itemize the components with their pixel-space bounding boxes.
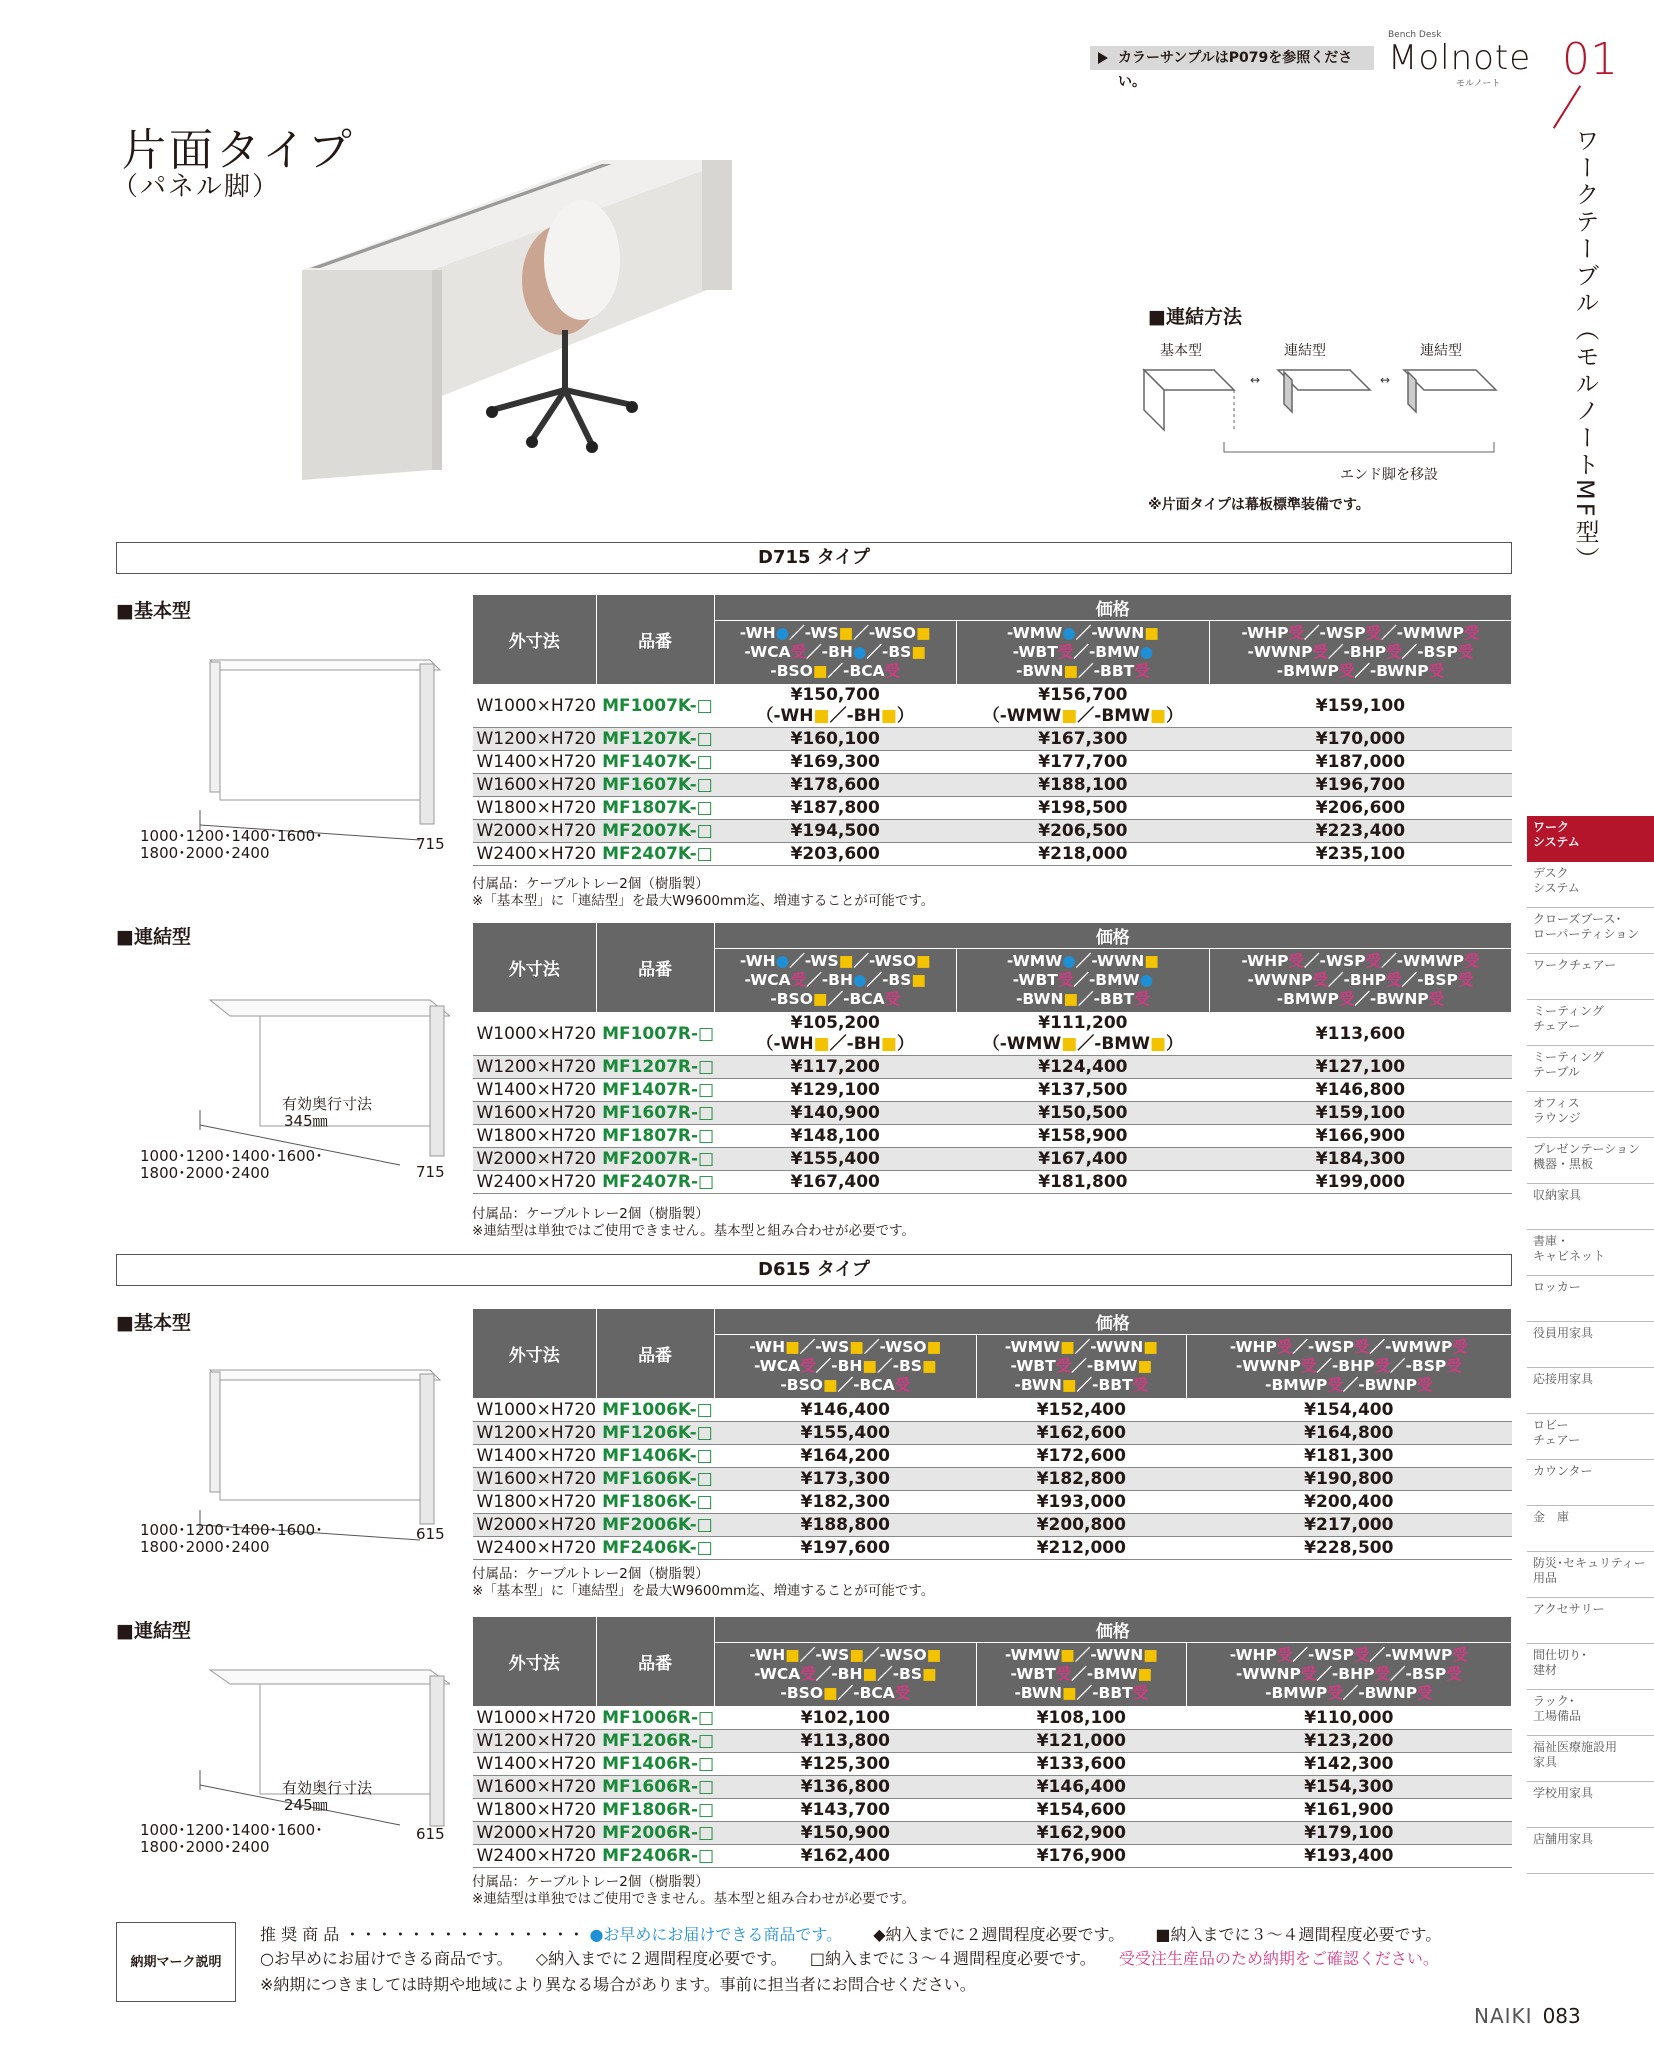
- cell-part-number: MF1206R-□: [596, 1730, 714, 1753]
- cell-price-1: ¥146,400: [714, 1399, 976, 1422]
- sidenav-item[interactable]: 書庫・ キャビネット: [1527, 1230, 1654, 1276]
- table-row: [473, 1730, 1512, 1753]
- cell-price-2: ¥172,600: [977, 1445, 1187, 1468]
- cell-part-number: MF1407R-□: [596, 1079, 714, 1102]
- th-dim: 外寸法: [473, 1617, 597, 1707]
- cell-dim: W1000×H720: [473, 1707, 597, 1730]
- table-row: [473, 1148, 1512, 1171]
- cell-price-3: ¥181,300: [1186, 1445, 1511, 1468]
- cell-price-2: ¥198,500: [956, 797, 1209, 820]
- th-dim: 外寸法: [473, 923, 597, 1013]
- cell-price-3: ¥187,000: [1209, 751, 1511, 774]
- price-table-d615-linked: [472, 1616, 1512, 1868]
- cell-price-3: ¥179,100: [1186, 1822, 1511, 1845]
- cell-price-3: ¥190,800: [1186, 1468, 1511, 1491]
- dim-w-t2: [140, 1148, 323, 1182]
- th-color-col-1: -WH■／-WS■／-WSO■ -WCA受／-BH■／-BS■ -BSO■／-BCA受: [714, 1643, 976, 1707]
- page-subtitle: （パネル脚）: [112, 172, 281, 202]
- cell-part-number: MF1406K-□: [596, 1445, 714, 1468]
- conn-label-basic: 基本型: [1160, 343, 1202, 359]
- cell-price-2: ¥176,900: [977, 1845, 1187, 1868]
- cell-price-2: ¥124,400: [956, 1056, 1209, 1079]
- hero-desk-image: [292, 150, 752, 490]
- cell-dim: W1200×H720: [473, 728, 597, 751]
- legend-row-2: [260, 1946, 1439, 1969]
- sidenav-item[interactable]: ミーティング チェアー: [1527, 1000, 1654, 1046]
- table-row: [473, 774, 1512, 797]
- table-row: [473, 1799, 1512, 1822]
- brand-logo: [1388, 30, 1531, 89]
- cell-dim: W2400×H720: [473, 1845, 597, 1868]
- cell-price-3: ¥228,500: [1186, 1537, 1511, 1560]
- cell-price-1: ¥182,300: [714, 1491, 976, 1514]
- dim-d-t1: 715: [416, 835, 445, 853]
- legend-open-diamond: ◇納入までに２週間程度必要です。: [535, 1949, 787, 1968]
- cell-price-1: ¥188,800: [714, 1514, 976, 1537]
- cell-part-number: MF1807K-□: [596, 797, 714, 820]
- cell-price-1: ¥148,100: [714, 1125, 956, 1148]
- cell-price-1: ¥150,700 （-WH■／-BH■）: [714, 685, 956, 728]
- cell-price-3: ¥142,300: [1186, 1753, 1511, 1776]
- cell-dim: W2000×H720: [473, 1514, 597, 1537]
- th-color-col-1: -WH●／-WS■／-WSO■ -WCA受／-BH●／-BS■ -BSO■／-BCA受: [714, 949, 956, 1013]
- cell-price-1: ¥164,200: [714, 1445, 976, 1468]
- footer-brand: NAIKI: [1474, 2004, 1533, 2028]
- legend-row-3: ※納期につきましては時期や地域により異なる場合があります。事前に担当者にお問合せください。: [260, 1975, 976, 1994]
- cell-part-number: MF1407K-□: [596, 751, 714, 774]
- cell-dim: W1600×H720: [473, 1102, 597, 1125]
- cell-dim: W1400×H720: [473, 751, 597, 774]
- color-sample-note: カラーサンプルはP079を参照ください。: [1090, 46, 1374, 70]
- legend-label: 納期マーク説明: [116, 1922, 236, 2002]
- cell-price-1: ¥187,800: [714, 797, 956, 820]
- cell-price-2: ¥167,400: [956, 1148, 1209, 1171]
- note-line-1: 付属品：ケーブルトレー2個（樹脂製）: [472, 1206, 709, 1222]
- svg-text:↔: ↔: [1380, 373, 1391, 387]
- th-pn: 品番: [596, 595, 714, 685]
- cell-part-number: MF1207R-□: [596, 1056, 714, 1079]
- cell-price-1: ¥129,100: [714, 1079, 956, 1102]
- cell-price-2: ¥162,600: [977, 1422, 1187, 1445]
- cell-price-2: ¥137,500: [956, 1079, 1209, 1102]
- cell-price-1: ¥197,600: [714, 1537, 976, 1560]
- table-row: [473, 1013, 1512, 1056]
- th-price: 価格: [714, 595, 1511, 621]
- th-color-col-3: -WHP受／-WSP受／-WMWP受 -WWNP受／-BHP受／-BSP受 -BMWP受／-BWNP受: [1186, 1335, 1511, 1399]
- cell-price-1: ¥136,800: [714, 1776, 976, 1799]
- table-row: [473, 1102, 1512, 1125]
- chapter-slash: [1553, 85, 1581, 128]
- cell-price-3: ¥146,800: [1209, 1079, 1511, 1102]
- sidenav-item[interactable]: ワークチェアー: [1527, 954, 1654, 1000]
- th-pn: 品番: [596, 1309, 714, 1399]
- table-row: [473, 797, 1512, 820]
- th-pn: 品番: [596, 923, 714, 1013]
- cell-price-1: ¥143,700: [714, 1799, 976, 1822]
- table-row: [473, 1753, 1512, 1776]
- connection-note: ※片面タイプは幕板標準装備です。: [1148, 497, 1370, 513]
- table-row: [473, 1445, 1512, 1468]
- dim-w-line2: 1800･2000･2400: [140, 844, 270, 862]
- cell-dim: W1800×H720: [473, 797, 597, 820]
- dim-w-line1: 1000･1200･1400･1600･: [140, 1521, 323, 1539]
- dim-w-line1: 1000･1200･1400･1600･: [140, 827, 323, 845]
- note-line-1: 付属品：ケーブルトレー2個（樹脂製）: [472, 1566, 709, 1582]
- sidenav-item[interactable]: 応接用家具: [1527, 1368, 1654, 1414]
- sidenav-item[interactable]: ミーティング テーブル: [1527, 1046, 1654, 1092]
- cell-part-number: MF2406R-□: [596, 1845, 714, 1868]
- legend-open-square: □納入までに３～４週間程度必要です。: [809, 1949, 1096, 1968]
- cell-price-1: ¥194,500: [714, 820, 956, 843]
- cell-part-number: MF2007K-□: [596, 820, 714, 843]
- cell-part-number: MF1006R-□: [596, 1707, 714, 1730]
- legend-2week: ◆納入までに２週間程度必要です。: [873, 1925, 1125, 1944]
- th-dim: 外寸法: [473, 595, 597, 685]
- table-row: [473, 751, 1512, 774]
- side-navigation: [1527, 816, 1654, 1874]
- cell-price-2: ¥158,900: [956, 1125, 1209, 1148]
- cell-price-3: ¥110,000: [1186, 1707, 1511, 1730]
- table-row: [473, 1537, 1512, 1560]
- cell-part-number: MF1007R-□: [596, 1013, 714, 1056]
- cell-dim: W1600×H720: [473, 1776, 597, 1799]
- cell-price-2: ¥111,200 （-WMW■／-BMW■）: [956, 1013, 1209, 1056]
- note-line-2: ※連結型は単独ではご使用できません。基本型と組み合わせが必要です。: [472, 1891, 916, 1907]
- eff-depth-t2: [282, 1096, 372, 1130]
- cell-price-1: ¥113,800: [714, 1730, 976, 1753]
- dim-w-line2: 1800･2000･2400: [140, 1164, 270, 1182]
- dim-d-t4: 615: [416, 1825, 445, 1843]
- th-dim: 外寸法: [473, 1309, 597, 1399]
- notes-d615-basic: [472, 1566, 934, 1600]
- price-table-d715-linked: [472, 922, 1512, 1194]
- table-row: [473, 1845, 1512, 1868]
- note-line-2: ※「基本型」に「連結型」を最大W9600mm迄、増連することが可能です。: [472, 1583, 935, 1599]
- cell-part-number: MF2007R-□: [596, 1148, 714, 1171]
- cell-price-3: ¥123,200: [1186, 1730, 1511, 1753]
- cell-dim: W1400×H720: [473, 1445, 597, 1468]
- cell-dim: W1200×H720: [473, 1730, 597, 1753]
- th-color-col-3: -WHP受／-WSP受／-WMWP受 -WWNP受／-BHP受／-BSP受 -BMWP受／-BWNP受: [1186, 1643, 1511, 1707]
- cell-part-number: MF1607K-□: [596, 774, 714, 797]
- th-color-col-1: -WH●／-WS■／-WSO■ -WCA受／-BH●／-BS■ -BSO■／-BCA受: [714, 621, 956, 685]
- cell-part-number: MF2006R-□: [596, 1822, 714, 1845]
- connection-move-note: エンド脚を移設: [1340, 467, 1438, 483]
- cell-part-number: MF1406R-□: [596, 1753, 714, 1776]
- dim-w-line2: 1800･2000･2400: [140, 1838, 270, 1856]
- cell-part-number: MF1007K-□: [596, 685, 714, 728]
- cell-price-2: ¥152,400: [977, 1399, 1187, 1422]
- cell-part-number: MF1006K-□: [596, 1399, 714, 1422]
- conn-label-linked-2: 連結型: [1420, 343, 1462, 359]
- sidenav-item[interactable]: 学校用家具: [1527, 1782, 1654, 1828]
- price-table-d715-basic: [472, 594, 1512, 866]
- sidenav-item[interactable]: 店舗用家具: [1527, 1828, 1654, 1874]
- th-price: 価格: [714, 923, 1511, 949]
- cell-part-number: MF1607R-□: [596, 1102, 714, 1125]
- connection-title: ■連結方法: [1148, 306, 1242, 328]
- cell-price-2: ¥182,800: [977, 1468, 1187, 1491]
- page-number: 083: [1542, 2004, 1581, 2028]
- cell-price-1: ¥150,900: [714, 1822, 976, 1845]
- cell-part-number: MF1606R-□: [596, 1776, 714, 1799]
- cell-price-3: ¥161,900: [1186, 1799, 1511, 1822]
- legend-3-4week: ■納入までに３～４週間程度必要です。: [1155, 1925, 1442, 1944]
- sidenav-item[interactable]: 福祉医療施設用 家具: [1527, 1736, 1654, 1782]
- cell-price-3: ¥193,400: [1186, 1845, 1511, 1868]
- table-row: [473, 1056, 1512, 1079]
- cell-price-1: ¥155,400: [714, 1422, 976, 1445]
- brand-small: Bench Desk: [1388, 30, 1442, 40]
- eff-depth-value: 345㎜: [284, 1112, 328, 1130]
- notes-d715-basic: [472, 876, 934, 910]
- table-row: [473, 1468, 1512, 1491]
- cell-price-2: ¥206,500: [956, 820, 1209, 843]
- dim-w-t3: [140, 1522, 323, 1556]
- cell-dim: W1400×H720: [473, 1079, 597, 1102]
- cell-price-2: ¥154,600: [977, 1799, 1187, 1822]
- dim-w-line1: 1000･1200･1400･1600･: [140, 1821, 323, 1839]
- th-color-col-2: -WMW●／-WWN■ -WBT受／-BMW● -BWN■／-BBT受: [956, 949, 1209, 1013]
- legend-row-1: [260, 1922, 1441, 1945]
- cell-price-3: ¥170,000: [1209, 728, 1511, 751]
- cell-price-2: ¥167,300: [956, 728, 1209, 751]
- cell-price-3: ¥159,100: [1209, 1102, 1511, 1125]
- th-color-col-2: -WMW■／-WWN■ -WBT受／-BMW■ -BWN■／-BBT受: [977, 1643, 1187, 1707]
- sidenav-item[interactable]: 間仕切り･ 建材: [1527, 1644, 1654, 1690]
- table-row: [473, 1125, 1512, 1148]
- conn-label-linked-1: 連結型: [1284, 343, 1326, 359]
- cell-part-number: MF2006K-□: [596, 1514, 714, 1537]
- cell-price-3: ¥200,400: [1186, 1491, 1511, 1514]
- cell-dim: W1600×H720: [473, 774, 597, 797]
- cell-price-2: ¥200,800: [977, 1514, 1187, 1537]
- sidenav-item[interactable]: ロッカー: [1527, 1276, 1654, 1322]
- note-line-2: ※「基本型」に「連結型」を最大W9600mm迄、増連することが可能です。: [472, 893, 935, 909]
- dim-w-t1: [140, 828, 323, 862]
- sidenav-item[interactable]: カウンター: [1527, 1460, 1654, 1506]
- cell-dim: W2000×H720: [473, 820, 597, 843]
- cell-price-1: ¥203,600: [714, 843, 956, 866]
- table-row: [473, 1171, 1512, 1194]
- table-row: [473, 1707, 1512, 1730]
- legend-made-to-order: 受受注生産品のため納期をご確認ください。: [1118, 1949, 1439, 1968]
- sidenav-item[interactable]: プレゼンテーション 機器・黒板: [1527, 1138, 1654, 1184]
- cell-price-2: ¥121,000: [977, 1730, 1187, 1753]
- cell-price-1: ¥162,400: [714, 1845, 976, 1868]
- cell-part-number: MF2407R-□: [596, 1171, 714, 1194]
- table-row: [473, 728, 1512, 751]
- sidenav-item[interactable]: 役員用家具: [1527, 1322, 1654, 1368]
- cell-price-2: ¥162,900: [977, 1822, 1187, 1845]
- sidenav-item[interactable]: オフィス ラウンジ: [1527, 1092, 1654, 1138]
- notes-d715-linked: [472, 1206, 915, 1240]
- sidenav-item[interactable]: ロビー チェアー: [1527, 1414, 1654, 1460]
- sidenav-item[interactable]: 防災･セキュリティー 用品: [1527, 1552, 1654, 1598]
- cell-dim: W2400×H720: [473, 1537, 597, 1560]
- sidenav-item[interactable]: 金 庫: [1527, 1506, 1654, 1552]
- cell-price-3: ¥113,600: [1209, 1013, 1511, 1056]
- section-d715: D715 タイプ: [116, 542, 1512, 574]
- cell-part-number: MF1806R-□: [596, 1799, 714, 1822]
- cell-price-2: ¥188,100: [956, 774, 1209, 797]
- section-d615: D615 タイプ: [116, 1254, 1512, 1286]
- sidenav-item[interactable]: ワーク システム: [1527, 816, 1654, 862]
- cell-price-1: ¥125,300: [714, 1753, 976, 1776]
- eff-depth-t4: [282, 1780, 372, 1814]
- cell-price-2: ¥156,700 （-WMW■／-BMW■）: [956, 685, 1209, 728]
- note-line-1: 付属品：ケーブルトレー2個（樹脂製）: [472, 1874, 709, 1890]
- cell-price-2: ¥181,800: [956, 1171, 1209, 1194]
- cell-price-3: ¥196,700: [1209, 774, 1511, 797]
- cell-price-1: ¥160,100: [714, 728, 956, 751]
- dim-d-t3: 615: [416, 1525, 445, 1543]
- cell-dim: W2400×H720: [473, 1171, 597, 1194]
- cell-dim: W2400×H720: [473, 843, 597, 866]
- sidenav-item[interactable]: デスク システム: [1527, 862, 1654, 908]
- table-row: [473, 1422, 1512, 1445]
- cell-part-number: MF1606K-□: [596, 1468, 714, 1491]
- th-pn: 品番: [596, 1617, 714, 1707]
- subhead-d715-linked: ■ 連結型: [116, 922, 191, 949]
- cell-price-3: ¥127,100: [1209, 1056, 1511, 1079]
- cell-dim: W1800×H720: [473, 1799, 597, 1822]
- th-color-col-2: -WMW●／-WWN■ -WBT受／-BMW● -BWN■／-BBT受: [956, 621, 1209, 685]
- cell-price-3: ¥154,400: [1186, 1399, 1511, 1422]
- dim-w-line2: 1800･2000･2400: [140, 1538, 270, 1556]
- cell-part-number: MF1807R-□: [596, 1125, 714, 1148]
- sidenav-item[interactable]: 収納家具: [1527, 1184, 1654, 1230]
- cell-part-number: MF2406K-□: [596, 1537, 714, 1560]
- note-line-2: ※連結型は単独ではご使用できません。基本型と組み合わせが必要です。: [472, 1223, 916, 1239]
- sidenav-item[interactable]: アクセサリー: [1527, 1598, 1654, 1644]
- subhead-d615-basic: ■ 基本型: [116, 1308, 191, 1335]
- table-row: [473, 1399, 1512, 1422]
- table-row: [473, 843, 1512, 866]
- cell-price-1: ¥117,200: [714, 1056, 956, 1079]
- cell-price-1: ¥167,400: [714, 1171, 956, 1194]
- cell-price-3: ¥235,100: [1209, 843, 1511, 866]
- cell-price-1: ¥102,100: [714, 1707, 976, 1730]
- cell-dim: W2000×H720: [473, 1148, 597, 1171]
- cell-price-3: ¥154,300: [1186, 1776, 1511, 1799]
- cell-price-3: ¥199,000: [1209, 1171, 1511, 1194]
- cell-price-3: ¥184,300: [1209, 1148, 1511, 1171]
- cell-price-1: ¥173,300: [714, 1468, 976, 1491]
- page-footer: [1474, 2004, 1581, 2028]
- cell-dim: W1000×H720: [473, 1013, 597, 1056]
- delivery-legend: [116, 1922, 1514, 2002]
- th-color-col-2: -WMW■／-WWN■ -WBT受／-BMW■ -BWN■／-BBT受: [977, 1335, 1187, 1399]
- cell-price-3: ¥223,400: [1209, 820, 1511, 843]
- sidenav-item[interactable]: ラック･ 工場備品: [1527, 1690, 1654, 1736]
- table-row: [473, 820, 1512, 843]
- price-table-d615-basic: [472, 1308, 1512, 1560]
- sidenav-item[interactable]: クローズブース･ ローパーティション: [1527, 908, 1654, 954]
- cell-price-2: ¥212,000: [977, 1537, 1187, 1560]
- cell-price-1: ¥169,300: [714, 751, 956, 774]
- page-title: 片面タイプ: [122, 125, 355, 176]
- cell-price-3: ¥164,800: [1186, 1422, 1511, 1445]
- cell-price-2: ¥108,100: [977, 1707, 1187, 1730]
- cell-price-1: ¥155,400: [714, 1148, 956, 1171]
- legend-recommended: 推 奨 商 品 ・・・・・・・・・・・・・・・: [260, 1925, 585, 1944]
- note-line-1: 付属品：ケーブルトレー2個（樹脂製）: [472, 876, 709, 892]
- cell-price-2: ¥150,500: [956, 1102, 1209, 1125]
- vertical-title: ワークテーブル（モルノートMF型）: [1571, 128, 1599, 574]
- cell-part-number: MF1806K-□: [596, 1491, 714, 1514]
- subhead-d715-basic: ■ 基本型: [116, 596, 191, 623]
- cell-part-number: MF1206K-□: [596, 1422, 714, 1445]
- cell-part-number: MF2407K-□: [596, 843, 714, 866]
- th-color-col-1: -WH■／-WS■／-WSO■ -WCA受／-BH■／-BS■ -BSO■／-BCA受: [714, 1335, 976, 1399]
- svg-text:↔: ↔: [1250, 373, 1261, 387]
- th-price: 価格: [714, 1617, 1511, 1643]
- th-color-col-3: -WHP受／-WSP受／-WMWP受 -WWNP受／-BHP受／-BSP受 -BMWP受／-BWNP受: [1209, 949, 1511, 1013]
- table-row: [473, 1079, 1512, 1102]
- cell-dim: W1800×H720: [473, 1125, 597, 1148]
- brand-kana: モルノート: [1456, 79, 1501, 89]
- cell-dim: W1600×H720: [473, 1468, 597, 1491]
- legend-open-dot: ○お早めにお届けできる商品です。: [260, 1949, 513, 1968]
- cell-dim: W1200×H720: [473, 1422, 597, 1445]
- cell-price-3: ¥166,900: [1209, 1125, 1511, 1148]
- cell-price-2: ¥146,400: [977, 1776, 1187, 1799]
- brand-name: Molnote: [1388, 38, 1532, 78]
- cell-price-2: ¥193,000: [977, 1491, 1187, 1514]
- eff-depth-value: 245㎜: [284, 1796, 328, 1814]
- eff-depth-label: 有効奥行寸法: [282, 1779, 373, 1797]
- connection-diagram: [1140, 360, 1510, 460]
- cell-dim: W1800×H720: [473, 1491, 597, 1514]
- subhead-d615-linked: ■ 連結型: [116, 1616, 191, 1643]
- cell-price-1: ¥178,600: [714, 774, 956, 797]
- table-row: [473, 1822, 1512, 1845]
- cell-dim: W2000×H720: [473, 1822, 597, 1845]
- cell-price-3: ¥206,600: [1209, 797, 1511, 820]
- table-row: [473, 1491, 1512, 1514]
- table-row: [473, 1776, 1512, 1799]
- cell-price-1: ¥105,200 （-WH■／-BH■）: [714, 1013, 956, 1056]
- notes-d615-linked: [472, 1874, 915, 1908]
- table-row: [473, 1514, 1512, 1537]
- cell-price-2: ¥218,000: [956, 843, 1209, 866]
- eff-depth-label: 有効奥行寸法: [282, 1095, 373, 1113]
- chapter-number: 01: [1562, 34, 1618, 85]
- cell-price-1: ¥140,900: [714, 1102, 956, 1125]
- cell-price-3: ¥217,000: [1186, 1514, 1511, 1537]
- dim-w-t4: [140, 1822, 323, 1856]
- table-row: [473, 685, 1512, 728]
- th-price: 価格: [714, 1309, 1511, 1335]
- cell-part-number: MF1207K-□: [596, 728, 714, 751]
- cell-price-3: ¥159,100: [1209, 685, 1511, 728]
- dim-w-line1: 1000･1200･1400･1600･: [140, 1147, 323, 1165]
- cell-dim: W1000×H720: [473, 685, 597, 728]
- cell-dim: W1400×H720: [473, 1753, 597, 1776]
- cell-price-2: ¥133,600: [977, 1753, 1187, 1776]
- th-color-col-3: -WHP受／-WSP受／-WMWP受 -WWNP受／-BHP受／-BSP受 -BMWP受／-BWNP受: [1209, 621, 1511, 685]
- dim-d-t2: 715: [416, 1163, 445, 1181]
- legend-blue-dot: ●お早めにお届けできる商品です。: [589, 1925, 843, 1944]
- cell-price-2: ¥177,700: [956, 751, 1209, 774]
- cell-dim: W1000×H720: [473, 1399, 597, 1422]
- cell-dim: W1200×H720: [473, 1056, 597, 1079]
